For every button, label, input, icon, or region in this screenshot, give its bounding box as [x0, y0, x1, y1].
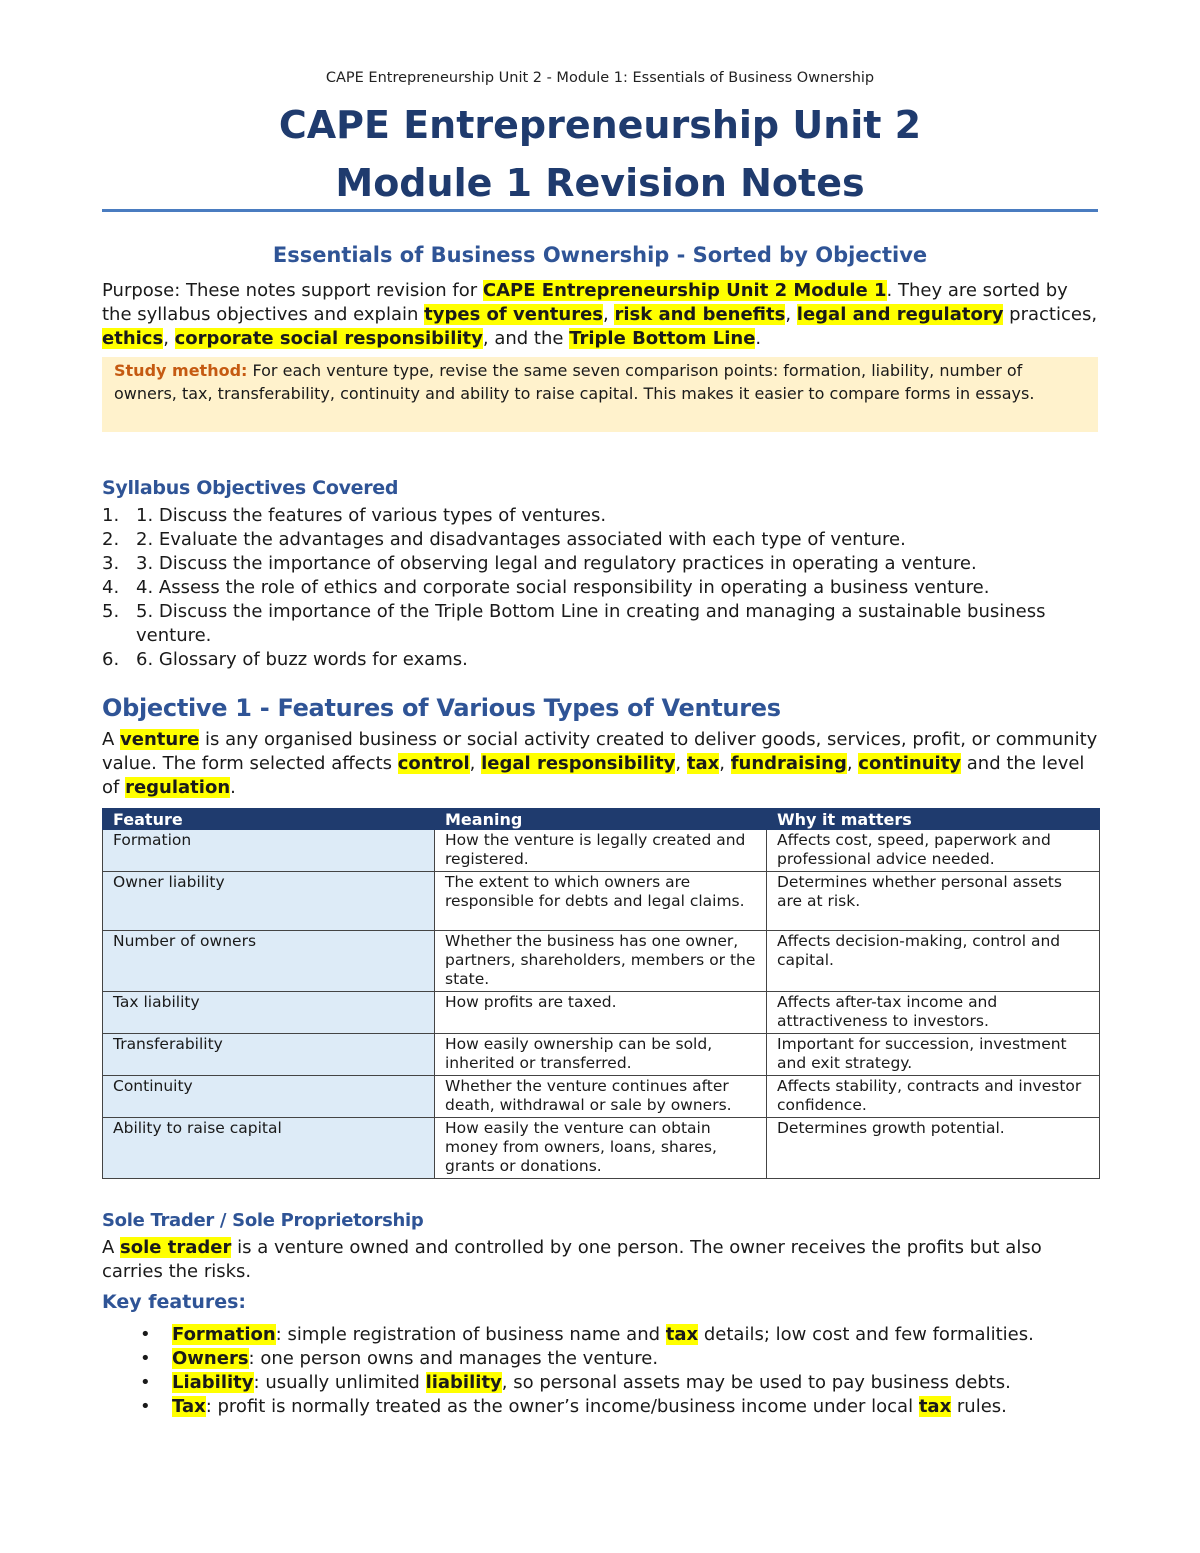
table-row — [103, 1034, 1100, 1076]
text-run: : one person owns and manages the venture. — [248, 1348, 659, 1369]
page-title — [102, 96, 1098, 212]
text-run: , — [603, 304, 615, 325]
why-cell: Affects decision-making, control and capital. — [767, 931, 1100, 992]
table-row — [103, 872, 1100, 931]
feature-cell: Transferability — [103, 1034, 435, 1076]
list-text: 4. Assess the role of ethics and corporate social responsibility in operating a business venture. — [136, 577, 990, 598]
bullet-icon: • — [140, 1396, 151, 1417]
highlight: liability — [425, 1372, 502, 1393]
list-item — [102, 648, 1098, 672]
list-number: 5. — [102, 601, 120, 622]
study-method-callout — [102, 357, 1098, 432]
highlight: Tax — [172, 1396, 206, 1417]
feature-cell: Number of owners — [103, 931, 435, 992]
column-header: Why it matters — [767, 809, 1100, 830]
column-header: Feature — [103, 809, 435, 830]
text-run: A — [102, 729, 121, 750]
venture-intro-paragraph — [102, 728, 1098, 800]
list-item — [102, 576, 1098, 600]
sole-trader-intro — [102, 1236, 1098, 1284]
text-run: , — [846, 753, 859, 774]
why-cell: Affects stability, contracts and investor confidence. — [767, 1076, 1100, 1118]
sole-trader-heading: Sole Trader / Sole Proprietorship — [102, 1210, 424, 1231]
meaning-cell: How the venture is legally created and registered. — [435, 830, 767, 872]
highlight: tax — [665, 1324, 699, 1345]
highlight: fundraising — [730, 753, 847, 774]
highlight: legal and regulatory — [796, 304, 1004, 325]
meaning-cell: How easily ownership can be sold, inherited or transferred. — [435, 1034, 767, 1076]
text-run: . — [755, 328, 762, 349]
bullet-icon: • — [140, 1348, 151, 1369]
text-run: rules. — [951, 1396, 1007, 1417]
list-text: 1. Discuss the features of various types of ventures. — [136, 505, 607, 526]
highlight: Owners — [172, 1348, 249, 1369]
list-number: 6. — [102, 649, 120, 670]
list-number: 2. — [102, 529, 120, 550]
callout-text: For each venture type, revise the same seven comparison points: formation, liability, number of owners, tax, transferability, continuity and ability to raise capital. This makes it easier to compare forms in essays. — [114, 361, 1035, 403]
text-run: . They are sorted by the syllabus objectives and explain — [102, 280, 1068, 325]
highlight: continuity — [858, 753, 962, 774]
list-item — [102, 1323, 1098, 1347]
meaning-cell: Whether the venture continues after death, withdrawal or sale by owners. — [435, 1076, 767, 1118]
list-item — [102, 552, 1098, 576]
running-header: CAPE Entrepreneurship Unit 2 - Module 1: Essentials of Business Ownership — [325, 70, 875, 86]
text-run: and the level of — [102, 753, 1085, 798]
list-text: 5. Discuss the importance of the Triple Bottom Line in creating and managing a sustainable business venture. — [136, 601, 1046, 646]
callout-lead: Study method: — [114, 361, 248, 380]
subtitle: Essentials of Business Ownership - Sorted by Objective — [272, 243, 928, 267]
why-cell: Determines growth potential. — [767, 1118, 1100, 1179]
meaning-cell: The extent to which owners are responsible for debts and legal claims. — [435, 872, 767, 931]
list-number: 4. — [102, 577, 120, 598]
text-run: , — [163, 328, 175, 349]
table-row — [103, 830, 1100, 872]
title-line-2: Module 1 Revision Notes — [335, 161, 865, 205]
objective-1-heading: Objective 1 - Features of Various Types of Ventures — [102, 694, 781, 722]
highlight: legal responsibility — [481, 753, 676, 774]
table-row — [103, 992, 1100, 1034]
list-item — [102, 1395, 1098, 1419]
meaning-cell: Whether the business has one owner, partners, shareholders, members or the state. — [435, 931, 767, 992]
highlight: risk and benefits — [614, 304, 786, 325]
highlight: types of ventures — [424, 304, 603, 325]
text-run: is a venture owned and controlled by one person. The owner receives the profits but also carries the risks. — [102, 1237, 1042, 1282]
table-row — [103, 931, 1100, 992]
key-features-label: Key features: — [102, 1291, 247, 1313]
meaning-cell: How profits are taxed. — [435, 992, 767, 1034]
feature-cell: Owner liability — [103, 872, 435, 931]
text-run: : simple registration of business name and — [275, 1324, 666, 1345]
purpose-paragraph — [102, 279, 1098, 351]
table-row — [103, 1118, 1100, 1179]
text-run: Purpose: These notes support revision for — [102, 280, 483, 301]
list-text: 6. Glossary of buzz words for exams. — [136, 649, 468, 670]
feature-cell: Tax liability — [103, 992, 435, 1034]
text-run: , so personal assets may be used to pay business debts. — [501, 1372, 1011, 1393]
highlight: control — [397, 753, 470, 774]
why-cell: Affects cost, speed, paperwork and professional advice needed. — [767, 830, 1100, 872]
list-text: 2. Evaluate the advantages and disadvantages associated with each type of venture. — [136, 529, 906, 550]
table-header-row — [103, 809, 1100, 830]
bullet-icon: • — [140, 1372, 151, 1393]
text-run: practices, — [1003, 304, 1098, 325]
feature-cell: Ability to raise capital — [103, 1118, 435, 1179]
why-cell: Determines whether personal assets are at risk. — [767, 872, 1100, 931]
highlight: Liability — [172, 1372, 254, 1393]
bullet-icon: • — [140, 1324, 151, 1345]
text-run: , and the — [482, 328, 570, 349]
highlight: Formation — [172, 1324, 276, 1345]
list-number: 1. — [102, 505, 120, 526]
objectives-list — [102, 504, 1098, 672]
text-run: , — [719, 753, 731, 774]
highlight: Triple Bottom Line — [569, 328, 756, 349]
highlight: ethics — [102, 328, 164, 349]
highlight: regulation — [125, 777, 231, 798]
highlight: CAPE Entrepreneurship Unit 2 Module 1 — [482, 280, 887, 301]
text-run: , — [469, 753, 482, 774]
highlight: sole trader — [120, 1237, 232, 1258]
text-run: is any organised business or social activity created to deliver goods, services, profit, or community value. The form selected affects — [102, 729, 1098, 774]
list-item — [102, 1371, 1098, 1395]
meaning-cell: How easily the venture can obtain money from owners, loans, shares, grants or donations. — [435, 1118, 767, 1179]
highlight: corporate social responsibility — [174, 328, 483, 349]
venture-features-table — [102, 808, 1100, 1179]
why-cell: Affects after-tax income and attractiveness to investors. — [767, 992, 1100, 1034]
highlight: tax — [918, 1396, 952, 1417]
title-divider — [102, 209, 1098, 212]
highlight: venture — [120, 729, 200, 750]
text-run: A — [102, 1237, 121, 1258]
list-item — [102, 504, 1098, 528]
text-run: , — [675, 753, 687, 774]
text-run: . — [230, 777, 236, 798]
list-number: 3. — [102, 553, 120, 574]
column-header: Meaning — [435, 809, 767, 830]
feature-cell: Formation — [103, 830, 435, 872]
text-run: , — [785, 304, 797, 325]
key-features-list — [102, 1323, 1098, 1419]
table-row — [103, 1076, 1100, 1118]
text-run: : profit is normally treated as the owner’s income/business income under local — [205, 1396, 919, 1417]
why-cell: Important for succession, investment and exit strategy. — [767, 1034, 1100, 1076]
highlight: tax — [686, 753, 720, 774]
feature-cell: Continuity — [103, 1076, 435, 1118]
list-text: 3. Discuss the importance of observing legal and regulatory practices in operating a venture. — [136, 553, 977, 574]
text-run: : usually unlimited — [253, 1372, 426, 1393]
title-line-1: CAPE Entrepreneurship Unit 2 — [278, 103, 922, 147]
objectives-heading: Syllabus Objectives Covered — [102, 477, 399, 499]
list-item — [102, 528, 1098, 552]
text-run: details; low cost and few formalities. — [698, 1324, 1034, 1345]
list-item — [102, 1347, 1098, 1371]
list-item — [102, 600, 1098, 648]
